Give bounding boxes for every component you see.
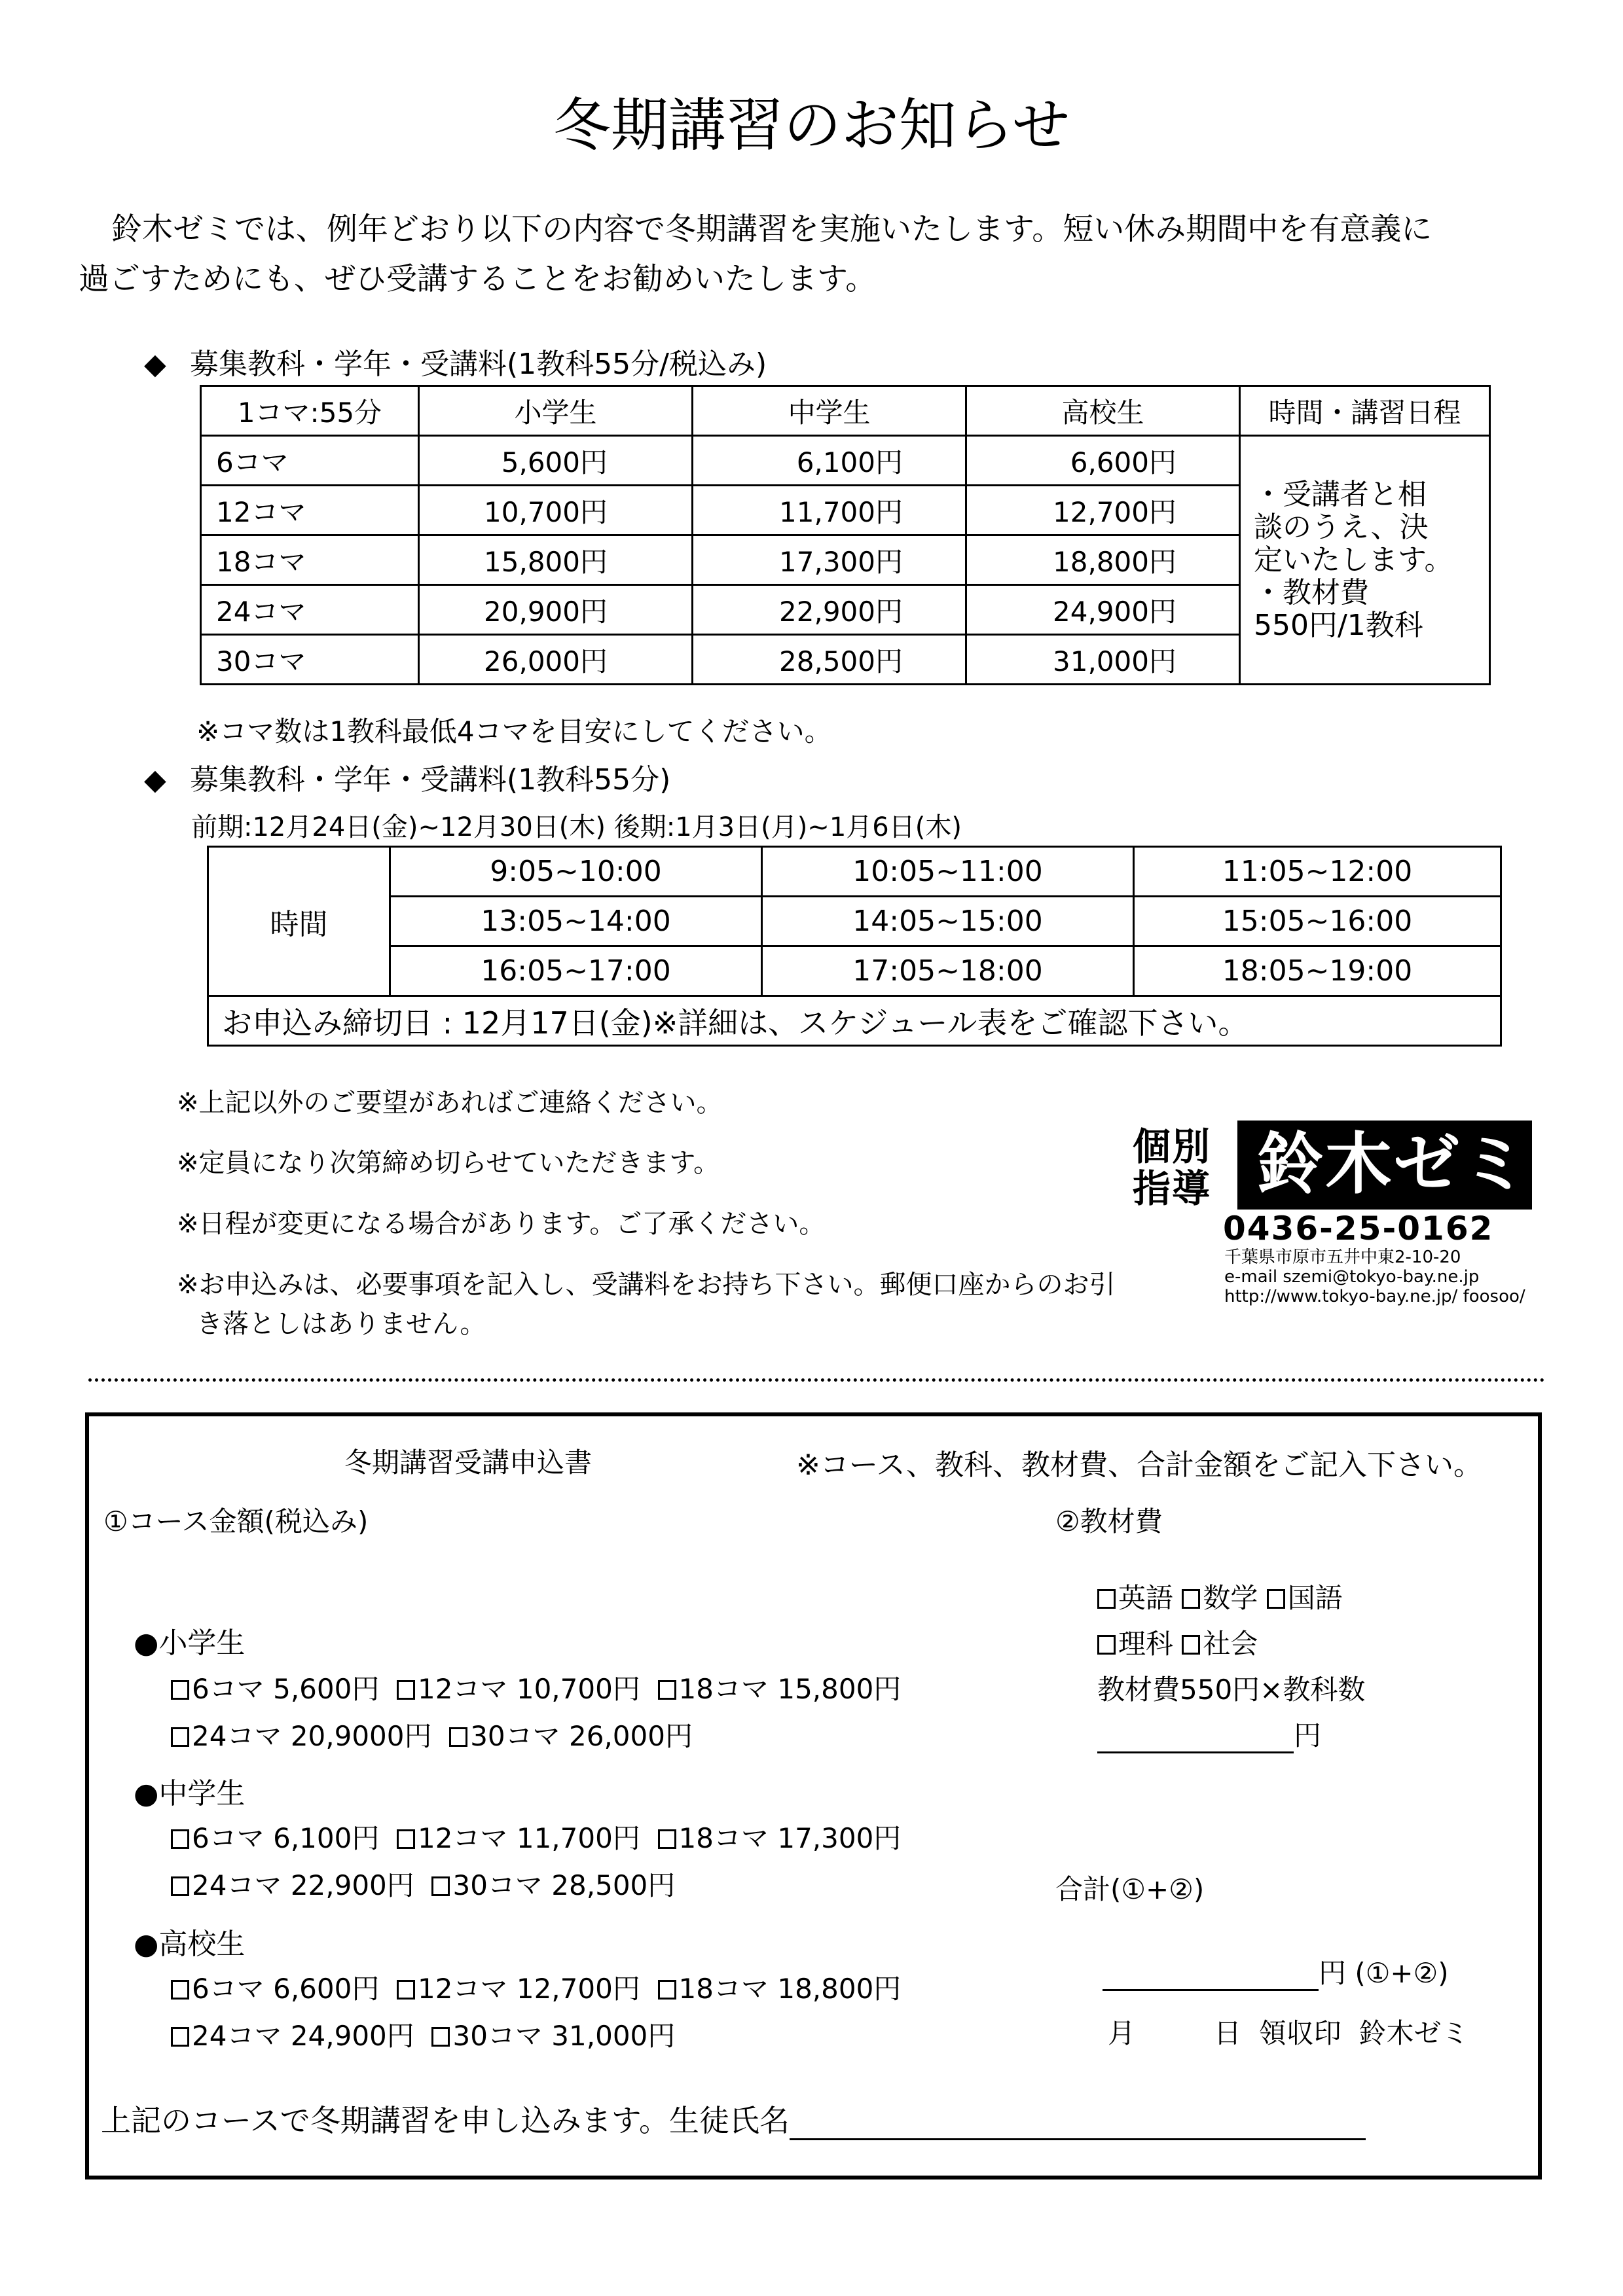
header-high: 高校生: [966, 386, 1240, 436]
option-label: 30コマ: [452, 2020, 543, 2052]
checkbox[interactable]: [397, 1829, 415, 1849]
page-title: 冬期講習のお知らせ: [553, 92, 1070, 159]
header-schedule: 時間・講習日程: [1240, 386, 1490, 436]
price-cell: 12,700円: [966, 486, 1240, 535]
subject-label: 社会: [1203, 1628, 1258, 1660]
total-suffix: 円 (①+②): [1319, 1957, 1449, 1989]
subject-label: 理科: [1118, 1628, 1174, 1660]
option-price: 31,000円: [551, 2020, 676, 2052]
schedule-note-line: ・教材費: [1254, 575, 1369, 609]
option-price: 10,700円: [516, 1673, 640, 1705]
receipt-name: 鈴木ゼミ: [1359, 2017, 1469, 2049]
period-text: 前期:12月24日(金)~12月30日(木) 後期:1月3日(月)~1月6日(木): [191, 812, 962, 842]
material-heading: ②教材費: [1055, 1505, 1163, 1537]
school-logo: [1106, 1121, 1532, 1306]
price-cell: 17,300円: [693, 535, 966, 585]
option-checkbox[interactable]: [171, 1822, 379, 1854]
option-checkbox[interactable]: [658, 1822, 902, 1854]
course-heading: ①コース金額(税込み): [103, 1505, 369, 1537]
high-label: ●高校生: [134, 1928, 246, 1961]
option-label: 12コマ: [418, 1973, 508, 2005]
form-instruction: ※コース、教科、教材費、合計金額をご記入下さい。: [796, 1448, 1482, 1482]
row-label: 30コマ: [201, 635, 419, 685]
middle-options-2: [171, 1864, 675, 1903]
option-checkbox[interactable]: [171, 1973, 379, 2005]
option-label: 24コマ: [192, 1720, 282, 1752]
subject-checkbox[interactable]: [1182, 1628, 1258, 1660]
note-3: ※日程が変更になる場合があります。ご了承ください。: [177, 1209, 826, 1239]
option-price: 5,600円: [273, 1673, 380, 1705]
price-cell: 11,700円: [693, 486, 966, 535]
checkbox[interactable]: [171, 1876, 189, 1896]
option-checkbox[interactable]: [397, 1673, 640, 1705]
price-cell: 20,900円: [419, 585, 693, 635]
note-4: ※お申込みは、必要事項を記入し、受講料をお持ち下さい。郵便口座からのお引: [177, 1270, 1116, 1300]
price-cell: 31,000円: [966, 635, 1240, 685]
deadline-text: お申込み締切日 : 12月17日(金)※詳細は、スケジュール表をご確認下さい。: [208, 996, 1501, 1046]
subjects-row-2: [1097, 1623, 1258, 1662]
time-slot: 11:05~12:00: [1134, 847, 1501, 897]
middle-label: ●中学生: [134, 1777, 246, 1810]
diamond-icon: ◆: [144, 348, 166, 381]
price-cell: 18,800円: [966, 535, 1240, 585]
schedule-note-line: 談のうえ、決: [1254, 510, 1429, 544]
total-amount: [1103, 1952, 1449, 1991]
schedule-note-line: 定いたします。: [1254, 543, 1453, 577]
time-slot: 15:05~16:00: [1134, 897, 1501, 946]
intro-line-2: 過ごすためにも、ぜひ受講することをお勧めいたします。: [79, 261, 877, 297]
price-cell: 6,600円: [966, 436, 1240, 486]
checkbox[interactable]: [1097, 1635, 1116, 1655]
checkbox[interactable]: [1267, 1589, 1285, 1609]
intro-text: [79, 205, 1552, 304]
row-label: 6コマ: [201, 436, 419, 486]
receipt-day: 日: [1214, 2017, 1242, 2049]
schedule-note-line: ・受講者と相: [1254, 477, 1427, 511]
table-row: [208, 847, 1501, 897]
option-label: 12コマ: [418, 1822, 508, 1854]
option-label: 24コマ: [192, 2020, 282, 2052]
option-price: 6,600円: [273, 1973, 380, 2005]
checkbox[interactable]: [397, 1680, 415, 1700]
checkbox[interactable]: [171, 1980, 189, 2000]
option-checkbox[interactable]: [171, 1869, 414, 1901]
option-checkbox[interactable]: [171, 1673, 379, 1705]
checkbox[interactable]: [449, 1727, 467, 1747]
elementary-options-2: [171, 1715, 693, 1754]
table-row: [208, 897, 1501, 946]
option-price: 26,000円: [569, 1720, 693, 1752]
checkbox[interactable]: [431, 1876, 450, 1896]
option-price: 12,700円: [516, 1973, 640, 2005]
section2-heading: [144, 756, 670, 798]
elementary-options-1: [171, 1668, 901, 1707]
address: 千葉県市原市五井中東2-10-20: [1224, 1247, 1461, 1267]
price-cell: 26,000円: [419, 635, 693, 685]
price-cell: 24,900円: [966, 585, 1240, 635]
note-4-cont: き落としはありません。: [196, 1309, 486, 1339]
price-cell: 6,100円: [693, 436, 966, 486]
option-label: 12コマ: [418, 1673, 508, 1705]
elementary-label: ●小学生: [134, 1626, 246, 1660]
option-price: 28,500円: [551, 1869, 676, 1901]
material-calc: 教材費550円×教科数: [1097, 1674, 1366, 1706]
student-name-field[interactable]: [790, 2106, 1366, 2140]
note-1: ※上記以外のご要望があればご連絡ください。: [177, 1088, 723, 1118]
section2-heading-text: 募集教科・学年・受講料(1教科55分): [190, 763, 671, 797]
subject-label: 国語: [1287, 1582, 1343, 1614]
row-label: 12コマ: [201, 486, 419, 535]
checkbox[interactable]: [397, 1980, 415, 2000]
option-checkbox[interactable]: [658, 1673, 902, 1705]
time-slot: 13:05~14:00: [390, 897, 762, 946]
checkbox[interactable]: [658, 1829, 676, 1849]
time-slot: 10:05~11:00: [762, 847, 1134, 897]
time-slot: 18:05~19:00: [1134, 946, 1501, 996]
receipt-month: 月: [1108, 2017, 1136, 2049]
receipt-row: [1108, 2012, 1468, 2051]
option-checkbox[interactable]: [431, 2020, 675, 2052]
table-row: [208, 946, 1501, 996]
option-label: 30コマ: [470, 1720, 560, 1752]
subject-checkbox[interactable]: [1097, 1582, 1173, 1614]
applicant-text: 上記のコースで冬期講習を申し込みます。生徒氏名: [101, 2103, 790, 2138]
time-slot: 9:05~10:00: [390, 847, 762, 897]
option-label: 6コマ: [192, 1822, 264, 1854]
checkbox[interactable]: [658, 1680, 676, 1700]
option-label: 30コマ: [452, 1869, 543, 1901]
option-price: 6,100円: [273, 1822, 380, 1854]
option-price: 22,900円: [290, 1869, 414, 1901]
checkbox[interactable]: [1182, 1589, 1200, 1609]
section1-heading-text: 募集教科・学年・受講料(1教科55分/税込み): [190, 348, 767, 381]
checkbox[interactable]: [171, 1680, 189, 1700]
option-checkbox[interactable]: [449, 1720, 693, 1752]
subjects-row-1: [1097, 1577, 1343, 1616]
middle-options-1: [171, 1817, 901, 1856]
checkbox[interactable]: [658, 1980, 676, 2000]
header-middle: 中学生: [693, 386, 966, 436]
price-cell: 5,600円: [419, 436, 693, 486]
price-cell: 28,500円: [693, 635, 966, 685]
option-label: 6コマ: [192, 1973, 264, 2005]
subject-checkbox[interactable]: [1097, 1628, 1173, 1660]
header-elementary: 小学生: [419, 386, 693, 436]
fee-table: [200, 385, 1491, 685]
option-label: 6コマ: [192, 1673, 264, 1705]
price-cell: 15,800円: [419, 535, 693, 585]
option-price: 24,900円: [290, 2020, 414, 2052]
row-label: 18コマ: [201, 535, 419, 585]
checkbox[interactable]: [1182, 1635, 1200, 1655]
option-checkbox[interactable]: [171, 1720, 432, 1752]
option-price: 11,700円: [516, 1822, 640, 1854]
phone-number: 0436-25-0162: [1223, 1210, 1494, 1247]
table-row: [208, 996, 1501, 1046]
logo-name: 鈴木ゼミ: [1237, 1121, 1532, 1210]
note-2: ※定員になり次第締め切らせていただきます。: [177, 1148, 720, 1178]
subject-checkbox[interactable]: [1182, 1582, 1258, 1614]
header-koma: 1コマ:55分: [201, 386, 419, 436]
checkbox[interactable]: [171, 1829, 189, 1849]
application-form: [85, 1412, 1542, 2179]
checkbox[interactable]: [171, 2027, 189, 2047]
form-title: 冬期講習受講申込書: [344, 1446, 593, 1479]
option-price: 17,300円: [777, 1822, 902, 1854]
option-label: 18コマ: [678, 1822, 769, 1854]
logo-kobetsu: 個別指導: [1133, 1124, 1212, 1211]
table-row: [201, 436, 1490, 486]
yen-label: 円: [1294, 1719, 1322, 1751]
total-amount-field[interactable]: [1103, 1960, 1319, 1991]
time-slot: 17:05~18:00: [762, 946, 1134, 996]
diamond-icon: ◆: [144, 763, 166, 797]
checkbox[interactable]: [171, 1727, 189, 1747]
option-checkbox[interactable]: [431, 1869, 675, 1901]
subject-checkbox[interactable]: [1267, 1582, 1343, 1614]
time-slot: 14:05~15:00: [762, 897, 1134, 946]
fee-table-header: [201, 386, 1490, 436]
schedule-note-line: 550円/1教科: [1254, 608, 1423, 642]
option-checkbox[interactable]: [397, 1822, 640, 1854]
option-label: 18コマ: [678, 1673, 769, 1705]
fee-footnote: ※コマ数は1教科最低4コマを目安にしてください。: [196, 715, 832, 747]
option-checkbox[interactable]: [397, 1973, 640, 2005]
option-label: 18コマ: [678, 1973, 769, 2005]
material-amount-field[interactable]: [1097, 1723, 1294, 1753]
price-cell: 10,700円: [419, 486, 693, 535]
price-cell: 22,900円: [693, 585, 966, 635]
total-label: 合計(①+②): [1055, 1873, 1205, 1905]
cut-line: [88, 1378, 1545, 1382]
option-price: 15,800円: [777, 1673, 902, 1705]
option-label: 24コマ: [192, 1869, 282, 1901]
row-label: 24コマ: [201, 585, 419, 635]
subject-label: 数学: [1203, 1582, 1258, 1614]
time-slot: 16:05~17:00: [390, 946, 762, 996]
option-price: 20,9000円: [290, 1720, 432, 1752]
receipt-stamp: 領収印: [1258, 2017, 1341, 2049]
option-price: 18,800円: [777, 1973, 902, 2005]
material-amount: [1097, 1714, 1321, 1753]
high-options-1: [171, 1967, 901, 2007]
option-checkbox[interactable]: [658, 1973, 902, 2005]
subject-label: 英語: [1118, 1582, 1174, 1614]
high-options-2: [171, 2015, 675, 2054]
website-url: http://www.tokyo-bay.ne.jp/ foosoo/: [1224, 1287, 1525, 1306]
checkbox[interactable]: [1097, 1589, 1116, 1609]
intro-line-1: 鈴木ゼミでは、例年どおり以下の内容で冬期講習を実施いたします。短い休み期間中を有意義に: [111, 211, 1432, 247]
email: e-mail szemi@tokyo-bay.ne.jp: [1224, 1267, 1480, 1287]
checkbox[interactable]: [431, 2027, 450, 2047]
section1-heading: [144, 340, 767, 382]
schedule-note: [1240, 436, 1490, 685]
applicant-row: [101, 2097, 1366, 2140]
option-checkbox[interactable]: [171, 2020, 414, 2052]
time-table: [207, 846, 1502, 1047]
time-label: 時間: [208, 847, 390, 996]
